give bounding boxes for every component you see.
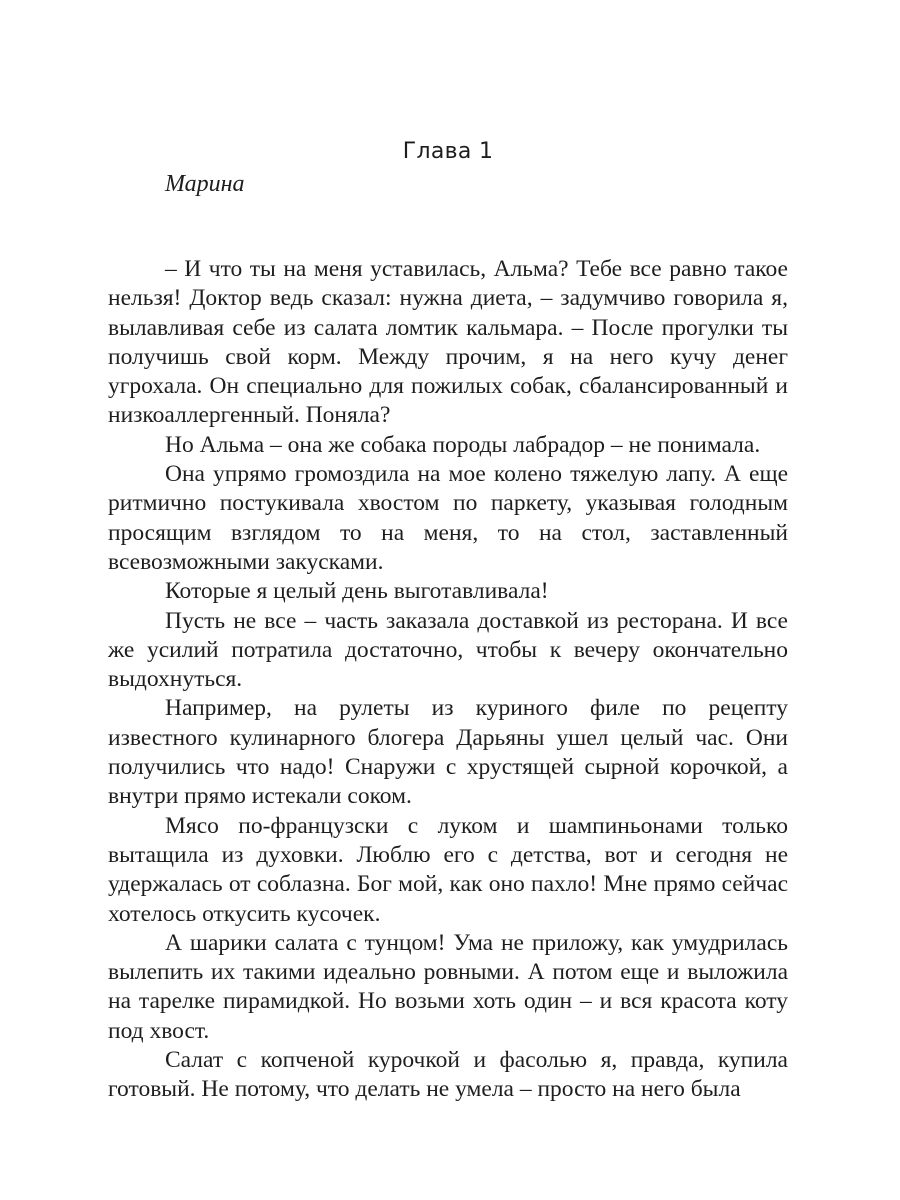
- chapter-title: Глава 1: [402, 139, 494, 164]
- body-text: [108, 255, 788, 1105]
- paragraph: А шарики салата с тунцом! Ума не приложу, как умудрилась вылепить их такими идеально ровными. А потом еще и выложила на тарелке пирамидкой. Но возьми хоть один – и вся красота коту под хвост.: [108, 929, 788, 1044]
- paragraph: Салат с копченой курочкой и фасолью я, правда, купила готовый. Не потому, что делать не умела – просто на него была: [108, 1047, 788, 1103]
- paragraph: Пусть не все – часть заказала доставкой из ресторана. И все же усилий потратила достаточно, чтобы к вечеру окончательно выдохнуться.: [108, 607, 788, 693]
- pov-character-name: Марина: [165, 171, 245, 197]
- paragraph: Она упрямо громоздила на мое колено тяжелую лапу. А еще ритмично постукивала хвостом по паркету, указывая голодным просящим взглядом то на меня, то на стол, заставленный всевозможными закусками.: [108, 461, 788, 575]
- paragraph: Но Альма – она же собака породы лабрадор – не понимала.: [165, 431, 761, 458]
- paragraph: Мясо по-французски с луком и шампиньонами только вытащила из духовки. Люблю его с детства, вот и сегодня не удержалась от соблазна. Бог мой, как оно пахло! Мне прямо сейчас хотелось откусить кусочек.: [108, 812, 788, 927]
- paragraph: Например, на рулеты из куриного филе по рецепту известного кулинарного блогера Дарьяны ушел целый час. Они получились что надо! Снаружи с хрустящей сырной корочкой, а внутри прямо истекали соком.: [108, 695, 788, 810]
- book-page: [108, 136, 788, 1105]
- paragraph: Которые я целый день выготавливала!: [165, 578, 549, 605]
- paragraph: – И что ты на меня уставилась, Альма? Тебе все равно такое нельзя! Доктор ведь сказал: нужна диета, – задумчиво говорила я, вылавливая себе из салата ломтик кальмара. – После прогулки ты получишь свой корм. Между прочим, я на него кучу денег угрохала. Он специально для пожилых собак, сбалансированный и низкоаллергенный. Поняла?: [108, 256, 788, 429]
